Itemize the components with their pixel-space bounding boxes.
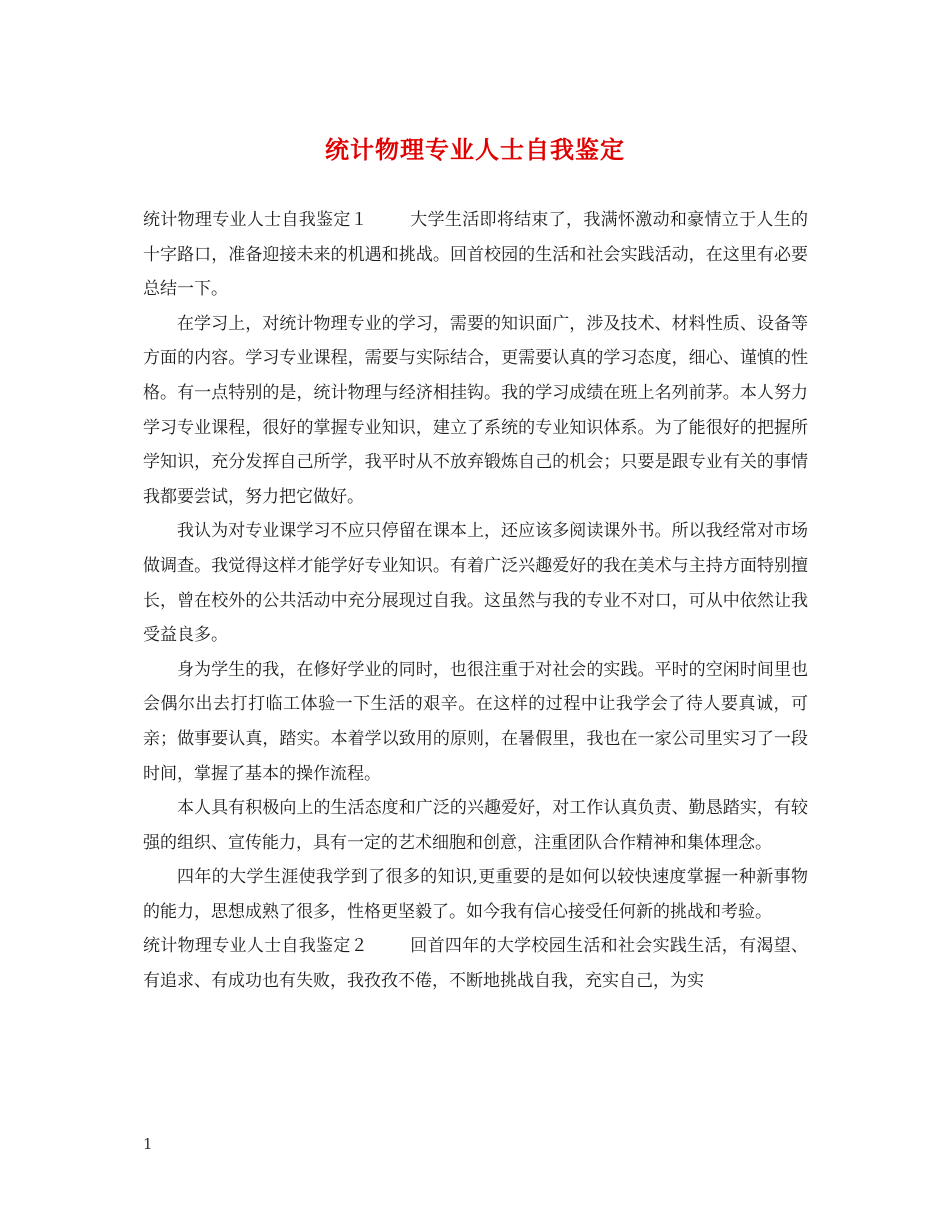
paragraph-reading: 我认为对专业课学习不应只停留在课本上，还应该多阅读课外书。所以我经常对市场做调查。我觉得这样才能学好专业知识。有着广泛兴趣爱好的我在美术与主持方面特别擅长，曾在校外的公共活动中充分展现过自我。这虽然与我的专业不对口，可从中依然让我受益良多。 <box>143 521 808 646</box>
section-1-heading: 统计物理专业人士自我鉴定１ <box>143 210 368 230</box>
paragraph-practice: 身为学生的我，在修好学业的同时，也很注重于对社会的实践。平时的空闲时间里也会偶尔出去打打临工体验一下生活的艰辛。在这样的过程中让我学会了待人要真诚，可亲；做事要认真，踏实。本着学以致用的原则，在暑假里，我也在一家公司里实习了一段时间，掌握了基本的操作流程。 <box>143 659 808 784</box>
paragraph-study: 在学习上，对统计物理专业的学习，需要的知识面广，涉及技术、材料性质、设备等方面的内容。学习专业课程，需要与实际结合，更需要认真的学习态度，细心、谨慎的性格。有一点特别的是，统计物理与经济相挂钩。我的学习成绩在班上名列前茅。本人努力学习专业课程，很好的掌握专业知识，建立了系统的专业知识体系。为了能很好的把握所学知识，充分发挥自己所学，我平时从不放弃锻炼自己的机会；只要是跟专业有关的事情我都要尝试，努力把它做好。 <box>143 313 808 507</box>
section-1-opening <box>143 203 808 307</box>
section-2-lead: 回首四年的大学校园生活和社会实践生活，有渴望、有追求、有成功也有失败，我孜孜不倦，不断地挑战自我，充实自己，为实 <box>143 936 809 992</box>
document-title: 统计物理专业人士自我鉴定 <box>325 136 625 164</box>
section-2-opening <box>143 929 808 998</box>
page-number: 1 <box>143 1135 153 1153</box>
section-2-heading: 统计物理专业人士自我鉴定２ <box>143 936 368 957</box>
paragraph-attitude: 本人具有积极向上的生活态度和广泛的兴趣爱好，对工作认真负责、勤恳踏实，有较强的组织、宣传能力，具有一定的艺术细胞和创意，注重团队合作精神和集体理念。 <box>143 798 808 853</box>
section-1-lead: 大学生活即将结束了，我满怀激动和豪情立于人生的十字路口，准备迎接未来的机遇和挑战。回首校园的生活和社会实践活动，在这里有必要总结一下。 <box>143 210 809 300</box>
paragraph-summary: 四年的大学生涯使我学到了很多的知识,更重要的是如何以较快速度掌握一种新事物的能力，思想成熟了很多，性格更坚毅了。如今我有信心接受任何新的挑战和考验。 <box>143 867 808 922</box>
document-body <box>143 203 808 999</box>
